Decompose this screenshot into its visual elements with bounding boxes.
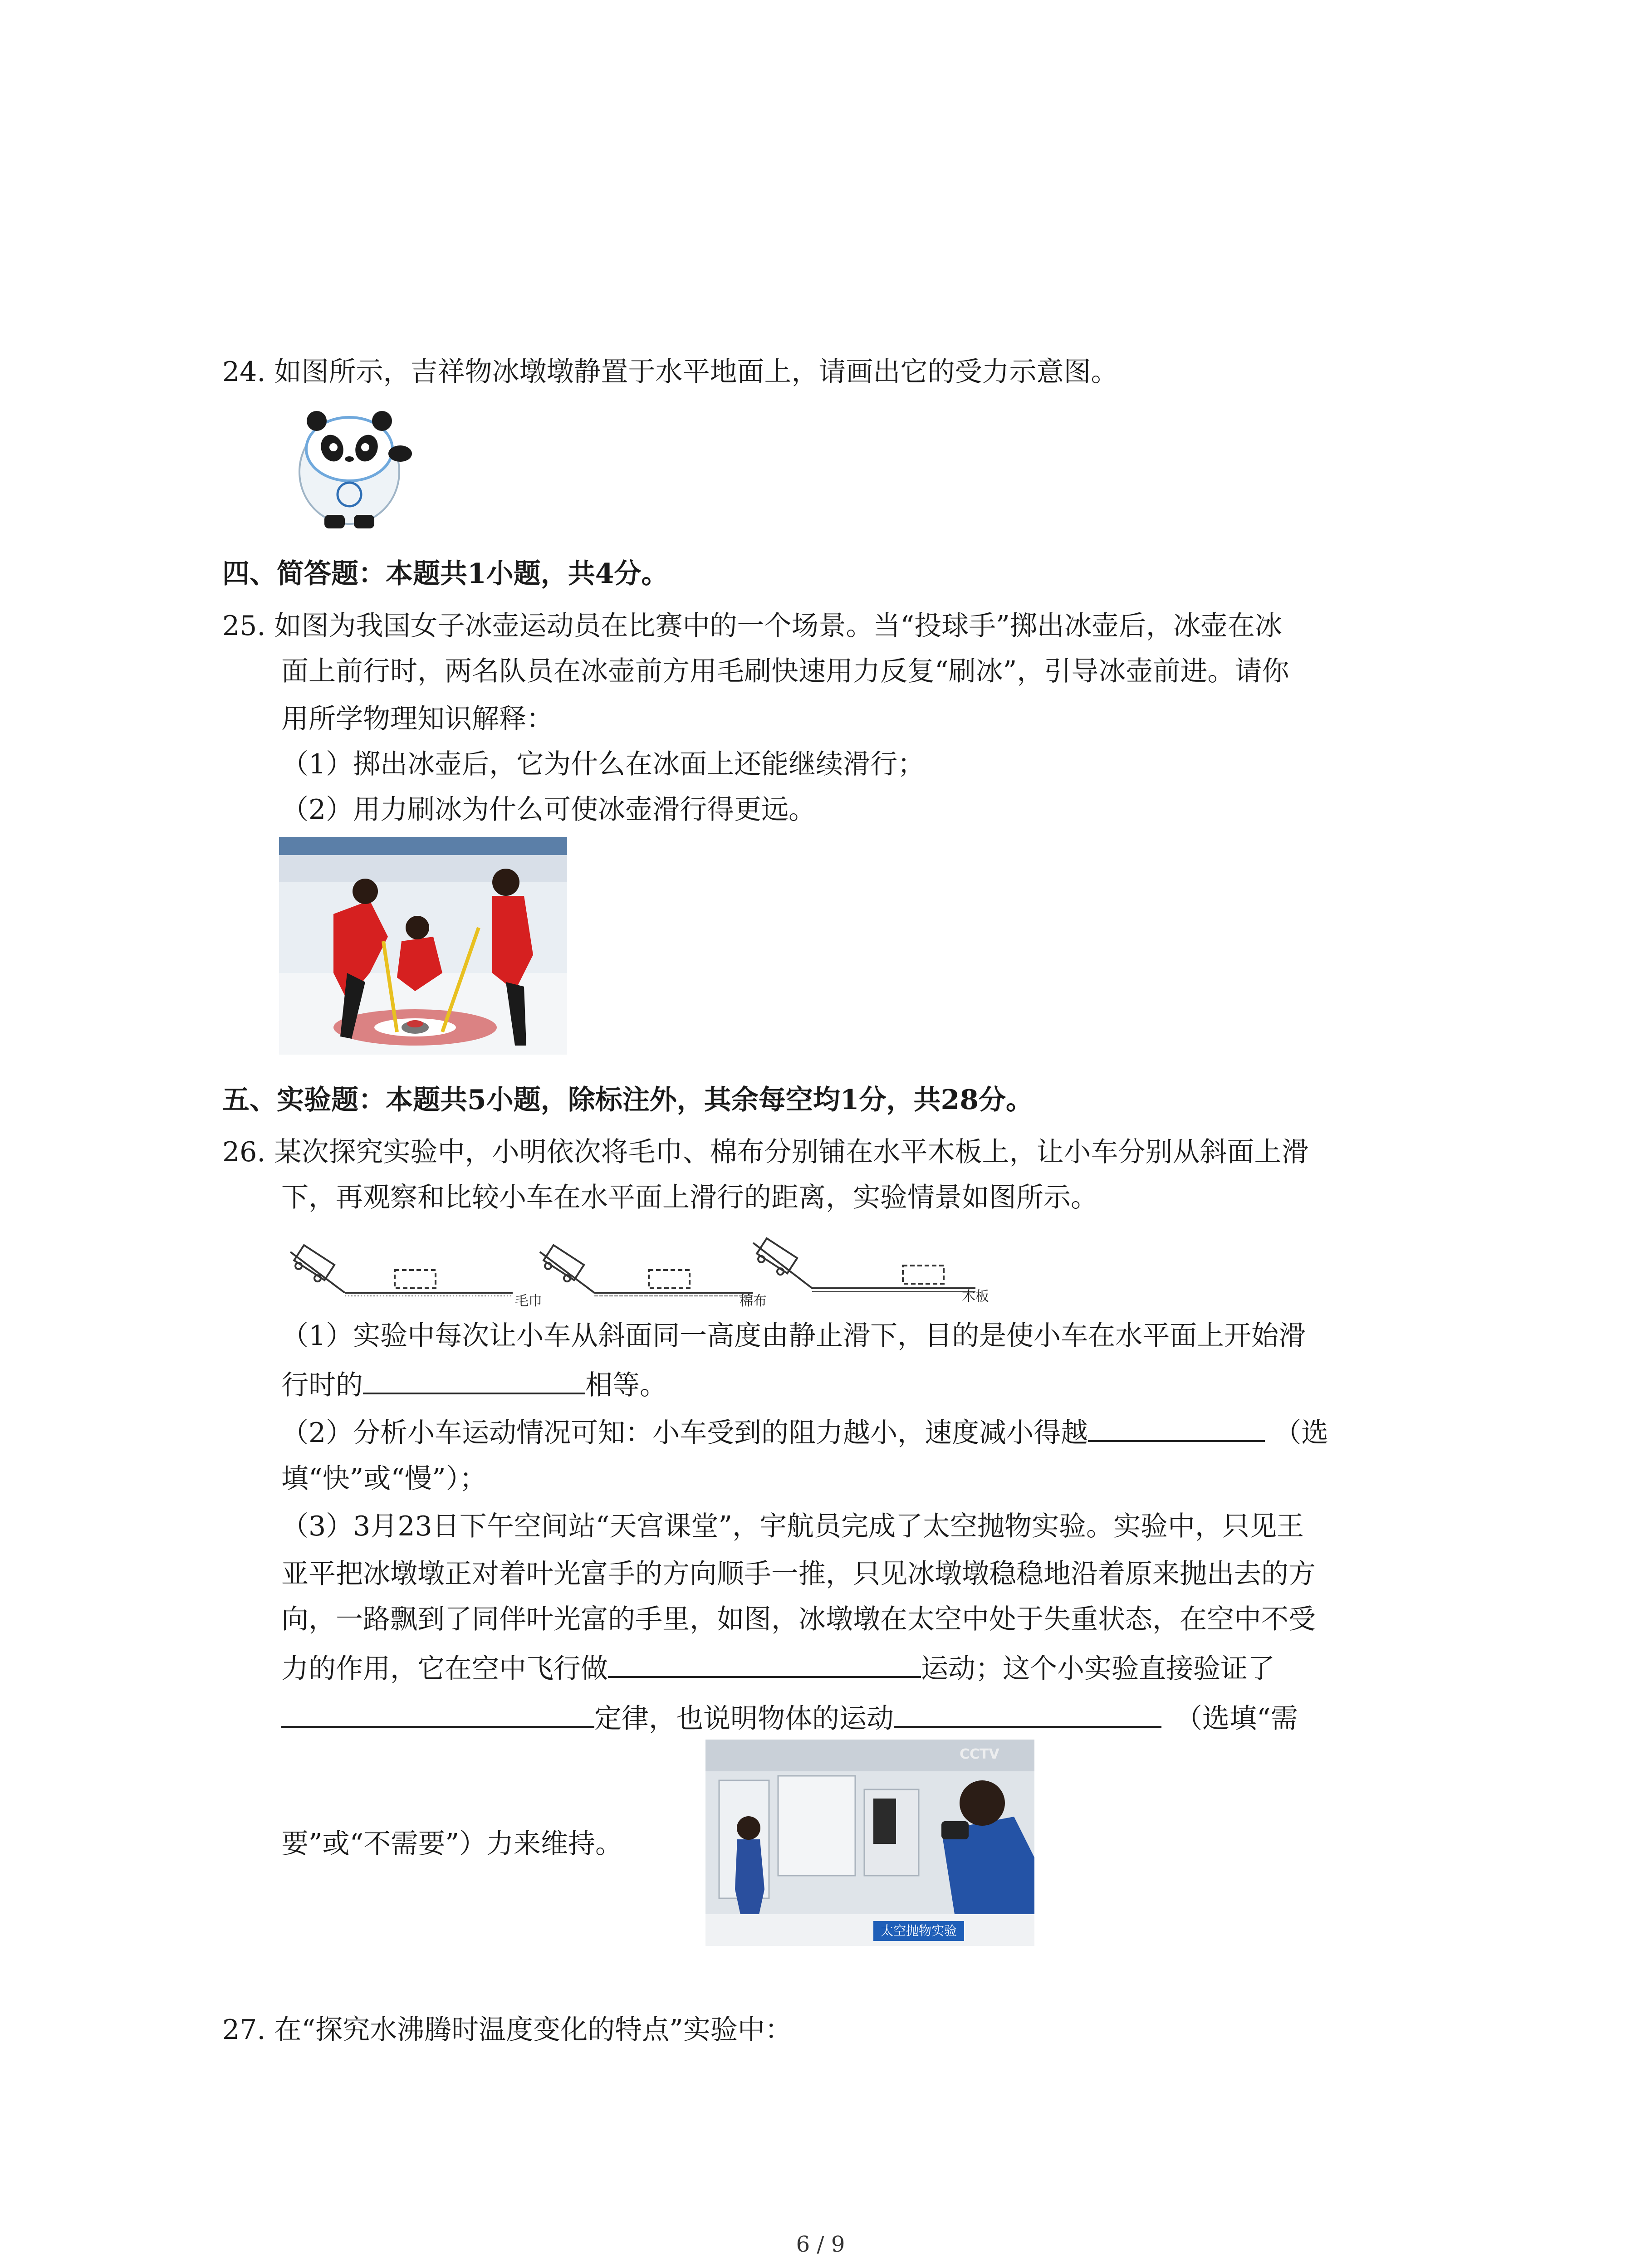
q26-part2-choice: （选 bbox=[1274, 1417, 1329, 1449]
q26-blank-4[interactable] bbox=[281, 1699, 594, 1728]
q26-part3-choice: （选填“需 bbox=[1175, 1703, 1298, 1735]
section-4-title: 四、简答题：本题共1小题，共4分。 bbox=[222, 558, 669, 590]
diagram-label-wood: 木板 bbox=[962, 1289, 989, 1305]
q26-part3-line-c: 向，一路飘到了同伴叶光富的手里，如图，冰墩墩在太空中处于失重状态，在空中不受 bbox=[281, 1603, 1316, 1635]
bing-dwen-dwen-mascot-icon bbox=[281, 399, 417, 531]
curling-photo bbox=[279, 837, 567, 1055]
diagram-label-towel: 毛巾 bbox=[515, 1293, 542, 1309]
q26-part1-suffix: 相等。 bbox=[585, 1369, 667, 1401]
q26-blank-5[interactable] bbox=[894, 1699, 1161, 1728]
q26-part3-motion-text: 力的作用，它在空中飞行做 bbox=[281, 1653, 608, 1685]
q26-part1-line-a: （1）实验中每次让小车从斜面同一高度由静止滑下，目的是使小车在水平面上开始滑 bbox=[281, 1320, 1306, 1352]
page-number: 6 / 9 bbox=[796, 2232, 845, 2257]
q26-part3-line-b: 亚平把冰墩墩正对着叶光富手的方向顺手一推，只见冰墩墩稳稳地沿着原来抛出去的方 bbox=[281, 1558, 1316, 1590]
incline-experiment-diagram bbox=[286, 1234, 1012, 1311]
q24-text: 24. 如图所示，吉祥物冰墩墩静置于水平地面上，请画出它的受力示意图。 bbox=[222, 356, 1118, 388]
q26-part2-text: （2）分析小车运动情况可知：小车受到的阻力越小，速度减小得越 bbox=[281, 1417, 1088, 1449]
q26-part1-line-b bbox=[281, 1365, 667, 1403]
q26-part3-line-e bbox=[281, 1699, 1298, 1737]
q26-line-2: 下，再观察和比较小车在水平面上滑行的距离，实验情景如图所示。 bbox=[281, 1182, 1098, 1213]
q26-part3-law-text: 定律，也说明物体的运动 bbox=[594, 1703, 894, 1735]
q26-part2-line-a bbox=[281, 1413, 1328, 1451]
section-5-title: 五、实验题：本题共5小题，除标注外，其余每空均1分，共28分。 bbox=[222, 1084, 1033, 1116]
q26-part3-line-f: 要”或“不需要”）力来维持。 bbox=[281, 1828, 623, 1860]
q26-part3-verify-text: 运动；这个小实验直接验证了 bbox=[921, 1653, 1275, 1685]
cctv-logo: CCTV bbox=[960, 1746, 999, 1762]
space-station-photo bbox=[705, 1740, 1034, 1946]
q26-blank-3[interactable] bbox=[608, 1649, 921, 1678]
q26-part1-prefix: 行时的 bbox=[281, 1369, 363, 1401]
q27-text: 27. 在“探究水沸腾时温度变化的特点”实验中： bbox=[222, 2014, 792, 2046]
q26-part3-line-a: （3）3月23日下午空间站“天宫课堂”，宇航员完成了太空抛物实验。实验中，只见王 bbox=[281, 1510, 1304, 1542]
diagram-label-cotton: 棉布 bbox=[740, 1293, 767, 1309]
q25-sub-2: （2）用力刷冰为什么可使冰壶滑行得更远。 bbox=[281, 794, 816, 826]
q26-part2-line-b: 填“快”或“慢”）； bbox=[281, 1463, 487, 1495]
q25-line-3: 用所学物理知识解释： bbox=[281, 703, 554, 735]
q26-blank-2[interactable] bbox=[1088, 1413, 1265, 1442]
q26-part3-line-d bbox=[281, 1649, 1275, 1687]
q25-line-1: 25. 如图为我国女子冰壶运动员在比赛中的一个场景。当“投球手”掷出冰壶后，冰壶在冰 bbox=[222, 610, 1282, 642]
q25-sub-1: （1）掷出冰壶后，它为什么在冰面上还能继续滑行； bbox=[281, 748, 925, 780]
space-photo-caption: 太空抛物实验 bbox=[881, 1923, 957, 1938]
q26-line-1: 26. 某次探究实验中，小明依次将毛巾、棉布分别铺在水平木板上，让小车分别从斜面上滑 bbox=[222, 1136, 1309, 1168]
q26-blank-1[interactable] bbox=[363, 1365, 585, 1394]
q25-line-2: 面上前行时，两名队员在冰壶前方用毛刷快速用力反复“刷冰”，引导冰壶前进。请你 bbox=[281, 655, 1289, 687]
